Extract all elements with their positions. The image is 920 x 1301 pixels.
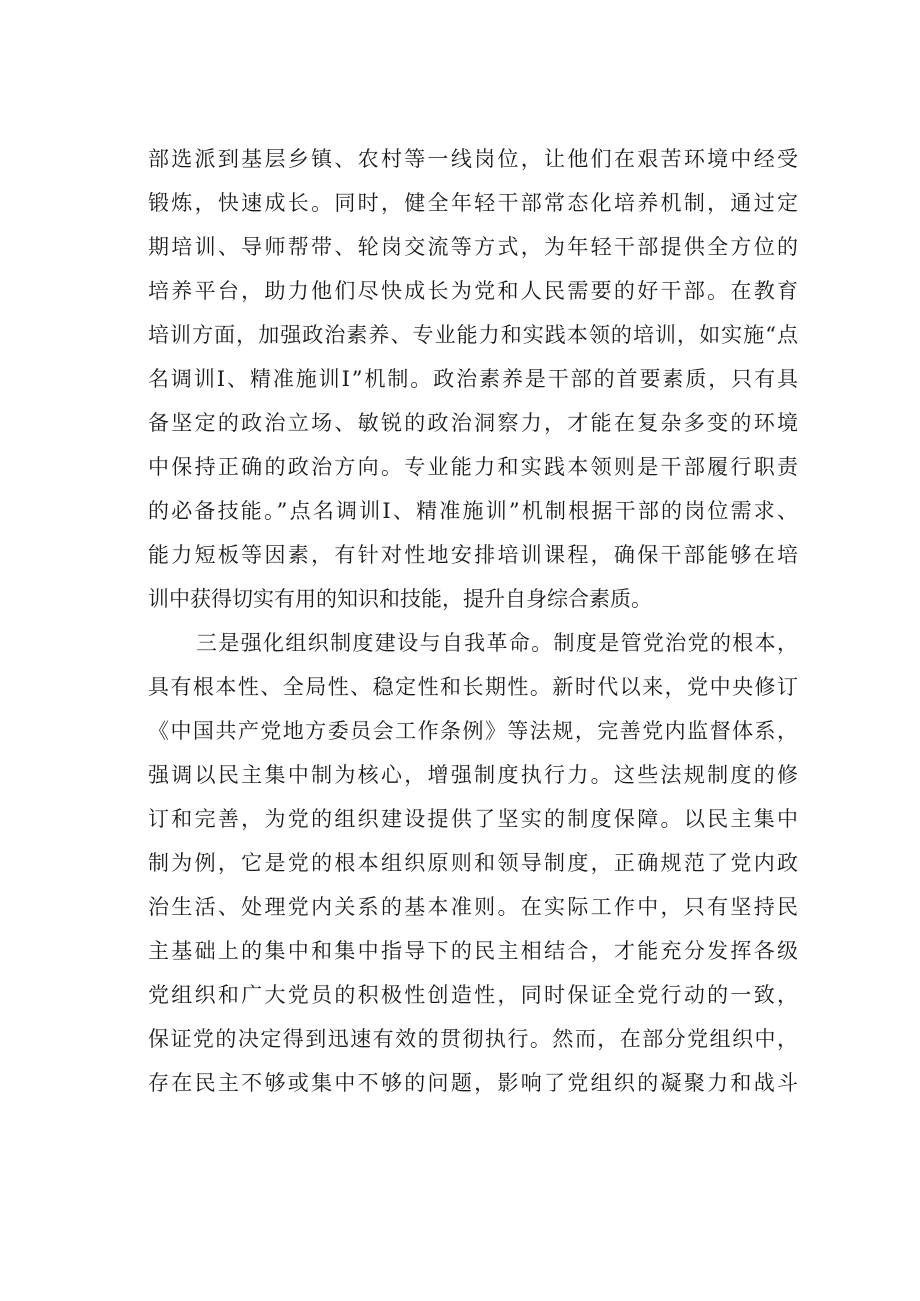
text-line: 党组织和广大党员的积极性创造性，同时保证全党行动的一致， <box>148 983 798 1007</box>
text-line: 训中获得切实有用的知识和技能，提升自身综合素质。 <box>148 587 652 611</box>
text-line: 《中国共产党地方委员会工作条例》等法规，完善党内监督体系， <box>148 719 798 743</box>
text-line: 制为例，它是党的根本组织原则和领导制度，正确规范了党内政 <box>148 851 798 875</box>
text-line: 订和完善，为党的组织建设提供了坚实的制度保障。以民主集中 <box>148 807 798 831</box>
text-line: 强调以民主集中制为核心，增强制度执行力。这些法规制度的修 <box>148 763 798 787</box>
text-line: 期培训、导师帮带、轮岗交流等方式，为年轻干部提供全方位的 <box>148 235 798 259</box>
paragraph-start-line: 三是强化组织制度建设与自我革命。制度是管党治党的根本， <box>196 631 798 655</box>
text-line: 的必备技能。”点名调训Ⅰ、精准施训”机制根据干部的岗位需求、 <box>148 499 798 523</box>
text-line: 培养平台，助力他们尽快成长为党和人民需要的好干部。在教育 <box>148 279 798 303</box>
text-line: 治生活、处理党内关系的基本准则。在实际工作中，只有坚持民 <box>148 895 798 919</box>
text-line: 保证党的决定得到迅速有效的贯彻执行。然而，在部分党组织中， <box>148 1027 798 1051</box>
text-line: 中保持正确的政治方向。专业能力和实践本领则是干部履行职责 <box>148 455 798 479</box>
text-line: 主基础上的集中和集中指导下的民主相结合，才能充分发挥各级 <box>148 939 798 963</box>
text-line: 存在民主不够或集中不够的问题，影响了党组织的凝聚力和战斗 <box>148 1071 798 1095</box>
text-line: 锻炼，快速成长。同时，健全年轻干部常态化培养机制，通过定 <box>148 191 798 215</box>
text-line: 具有根本性、全局性、稳定性和长期性。新时代以来，党中央修订 <box>148 675 798 699</box>
text-line: 名调训Ⅰ、精准施训Ⅰ”机制。政治素养是干部的首要素质，只有具 <box>148 367 798 391</box>
text-line: 能力短板等因素，有针对性地安排培训课程，确保干部能够在培 <box>148 543 798 567</box>
text-line: 培训方面，加强政治素养、专业能力和实践本领的培训，如实施“点 <box>148 323 798 347</box>
text-line: 部选派到基层乡镇、农村等一线岗位，让他们在艰苦环境中经受 <box>148 147 798 171</box>
text-line: 备坚定的政治立场、敏锐的政治洞察力，才能在复杂多变的环境 <box>148 411 798 435</box>
